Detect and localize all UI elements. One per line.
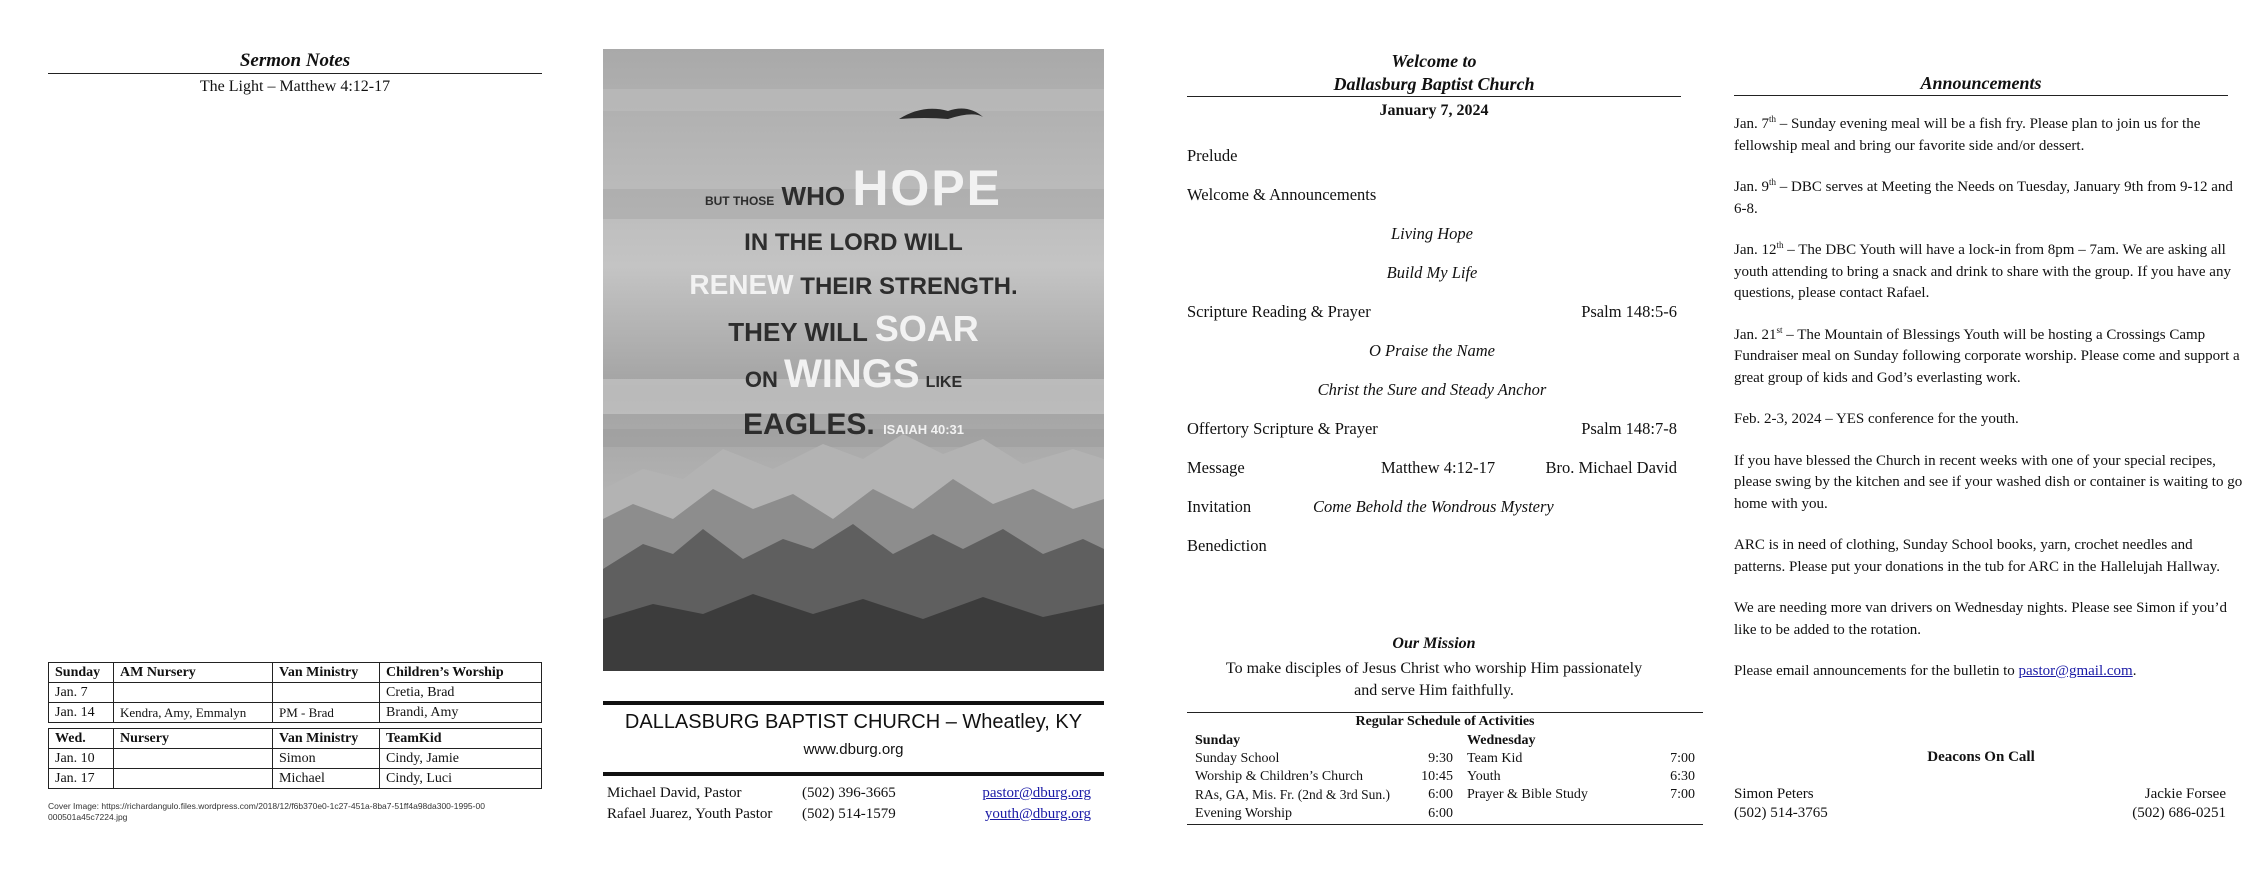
- table-header: AM Nursery: [114, 663, 273, 683]
- message-speaker: Bro. Michael David: [1545, 458, 1677, 477]
- ordinal-suffix: th: [1769, 177, 1777, 187]
- table-row: [49, 769, 542, 789]
- announcement-item: [1734, 661, 2244, 683]
- table-cell: Jan. 14: [49, 703, 114, 723]
- activity-time: 6:30: [1670, 769, 1695, 784]
- table-cell: [114, 769, 273, 789]
- deacon-phone: (502) 686-0251: [2132, 805, 2226, 821]
- verse-text: THEIR STRENGTH.: [800, 273, 1018, 300]
- staff-name: Michael David, Pastor: [607, 785, 742, 801]
- welcome-announcements: Welcome & Announcements: [1187, 185, 1377, 204]
- activity-time: 10:45: [1421, 769, 1453, 784]
- divider: [603, 772, 1104, 776]
- announcements-title: Announcements: [1734, 73, 2228, 96]
- deacon-phone: (502) 514-3765: [1734, 805, 1828, 821]
- table-header: Nursery: [114, 729, 273, 749]
- announcement-date: Jan. 12: [1734, 242, 1777, 258]
- announcement-text: If you have blessed the Church in recent weeks with one of your special recipes, please swing by the kitchen and see if your washed dish or container is waiting to go home with you.: [1734, 452, 2243, 512]
- offertory: [1187, 416, 1677, 442]
- activity-time: 9:30: [1428, 751, 1453, 766]
- verse-text: SOAR: [874, 308, 979, 349]
- mission-title: Our Mission: [1392, 635, 1476, 652]
- table-header: Van Ministry: [273, 663, 380, 683]
- table-header: Wed.: [49, 729, 114, 749]
- email-suffix: .: [2132, 663, 2137, 679]
- mission-line: To make disciples of Jesus Christ who worship Him passionately: [1225, 660, 1643, 677]
- verse-text: RENEW: [689, 269, 794, 300]
- message-label: Message: [1187, 458, 1245, 477]
- verse-text: BUT THOSE: [704, 194, 775, 208]
- schedule-heading: Sunday: [1195, 733, 1241, 748]
- invitation: [1187, 494, 1677, 520]
- announcement-text: – Sunday evening meal will be a fish fry. Please plan to join us for the fellowship meal and bring our favorite side and/or dessert.: [1734, 116, 2201, 154]
- scripture-ref: Psalm 148:5-6: [1581, 302, 1677, 321]
- announcement-item: [1734, 240, 2244, 305]
- announcement-item: [1734, 325, 2244, 390]
- table-row: [49, 703, 542, 723]
- table-cell: [114, 683, 273, 703]
- offertory-label: Offertory Scripture & Prayer: [1187, 419, 1378, 438]
- song: Christ the Sure and Steady Anchor: [1317, 380, 1547, 399]
- wednesday-roster-table: [48, 728, 542, 789]
- activity-name: Worship & Children’s Church: [1195, 769, 1364, 784]
- activity-time: 6:00: [1428, 806, 1453, 821]
- verse-text: LIKE: [925, 374, 963, 391]
- announcement-item: [1734, 409, 2244, 431]
- ordinal-suffix: th: [1769, 114, 1777, 124]
- prelude: Prelude: [1187, 146, 1238, 165]
- table-cell: Brandi, Amy: [380, 703, 542, 723]
- table-cell: [114, 749, 273, 769]
- announcements-email-link[interactable]: pastor@gmail.com: [2018, 663, 2133, 679]
- schedule-title: Regular Schedule of Activities: [1355, 714, 1535, 729]
- activity-time: 7:00: [1670, 787, 1695, 802]
- verse-text: THEY WILL: [728, 317, 868, 347]
- verse-text: WINGS: [784, 352, 920, 396]
- announcement-item: [1734, 451, 2244, 516]
- list-item: [1467, 786, 1695, 804]
- message: [1187, 455, 1677, 481]
- list-item: [1467, 768, 1695, 786]
- invitation-song: Come Behold the Wondrous Mystery: [1313, 497, 1554, 516]
- staff-name: Rafael Juarez, Youth Pastor: [607, 806, 773, 822]
- activity-name: RAs, GA, Mis. Fr. (2nd & 3rd Sun.): [1195, 787, 1391, 802]
- table-cell: Jan. 7: [49, 683, 114, 703]
- song: Build My Life: [1386, 263, 1478, 282]
- message-ref: Matthew 4:12-17: [1381, 458, 1496, 477]
- announcement-date: Jan. 7: [1734, 116, 1769, 132]
- deacons-title: Deacons On Call: [1927, 749, 2035, 765]
- staff-email-link[interactable]: youth@dburg.org: [984, 806, 1091, 822]
- deacon-name: Simon Peters: [1734, 786, 1814, 802]
- table-cell: PM - Brad: [273, 703, 380, 723]
- ordinal-suffix: th: [1776, 240, 1784, 250]
- list-item: [1195, 768, 1453, 786]
- activity-time: 7:00: [1670, 751, 1695, 766]
- email-prefix: Please email announcements for the bulletin to: [1734, 663, 2019, 679]
- invitation-label: Invitation: [1187, 497, 1252, 516]
- schedule-heading: Wednesday: [1467, 733, 1536, 748]
- table-cell: [273, 683, 380, 703]
- verse-text: HOPE: [852, 160, 1003, 216]
- church-website: www.dburg.org: [803, 741, 904, 758]
- church-name: DALLASBURG BAPTIST CHURCH – Wheatley, KY: [624, 711, 1083, 733]
- song: O Praise the Name: [1368, 341, 1496, 360]
- table-cell: Cretia, Brad: [380, 683, 542, 703]
- sermon-notes-subtitle: The Light – Matthew 4:12-17: [199, 78, 391, 95]
- list-item: [1195, 750, 1453, 768]
- activity-name: Sunday School: [1195, 751, 1280, 766]
- table-header: TeamKid: [380, 729, 542, 749]
- announcement-text: We are needing more van drivers on Wednesday nights. Please see Simon if you’d like to be added to the rotation.: [1734, 600, 2228, 638]
- announcement-text: Feb. 2-3, 2024 – YES conference for the youth.: [1734, 411, 2019, 427]
- verse-text: EAGLES.: [743, 408, 875, 441]
- announcement-item: [1734, 114, 2244, 157]
- table-row: [49, 683, 542, 703]
- activity-time: 6:00: [1428, 787, 1453, 802]
- table-cell: Cindy, Jamie: [380, 749, 542, 769]
- list-item: [1195, 805, 1453, 823]
- verse-text: WHO: [781, 181, 846, 211]
- table-cell: Jan. 17: [49, 769, 114, 789]
- divider: [1187, 824, 1703, 825]
- welcome-heading: Welcome to: [1391, 51, 1477, 71]
- ordinal-suffix: st: [1776, 324, 1783, 335]
- deacon-name: Jackie Forsee: [2144, 786, 2226, 802]
- staff-phone: (502) 396-3665: [802, 785, 896, 801]
- scripture-label: Scripture Reading & Prayer: [1187, 302, 1371, 321]
- table-cell: Michael: [273, 769, 380, 789]
- list-item: [1195, 786, 1453, 805]
- staff-phone: (502) 514-1579: [802, 806, 896, 822]
- sunday-roster-table: [48, 662, 542, 723]
- offertory-ref: Psalm 148:7-8: [1581, 419, 1677, 438]
- deacon-left: [1734, 785, 1828, 823]
- mission-line: and serve Him faithfully.: [1354, 682, 1514, 699]
- table-row: [49, 749, 542, 769]
- cover-verse: [603, 160, 1104, 451]
- cover-image-credit: Cover Image: https://richardangulo.files.wordpress.com/2018/12/f6b370e0-1c27-451a-8ba7-51ff4a98da300-1995-00000501a45c7224.jpg: [48, 801, 485, 822]
- activity-name: Team Kid: [1467, 751, 1523, 766]
- mission-text: [1187, 658, 1681, 702]
- staff-email-link[interactable]: pastor@dburg.org: [982, 785, 1091, 801]
- announcement-date: Jan. 9: [1734, 179, 1769, 195]
- divider: [1187, 712, 1703, 713]
- announcement-item: [1734, 535, 2244, 578]
- announcement-text: ARC is in need of clothing, Sunday School books, yarn, crochet needles and patterns. Please put your donations in the tub for ARC in the Hallelujah Hallway.: [1734, 537, 2221, 575]
- divider: [603, 701, 1104, 705]
- service-date: January 7, 2024: [1379, 102, 1489, 119]
- table-cell: Jan. 10: [49, 749, 114, 769]
- announcements-list: [1734, 114, 2244, 703]
- list-item: [1467, 750, 1695, 768]
- table-cell: Simon: [273, 749, 380, 769]
- sermon-notes-title: Sermon Notes: [48, 50, 542, 74]
- table-header: Van Ministry: [273, 729, 380, 749]
- table-header: Children’s Worship: [380, 663, 542, 683]
- announcement-text: – The DBC Youth will have a lock-in from 8pm – 7am. We are asking all youth attending to bring a snack and drink to share with the group. If you have any questions, please contact Rafael.: [1734, 242, 2231, 301]
- schedule-sunday: [1195, 732, 1453, 823]
- table-cell: Kendra, Amy, Emmalyn: [114, 703, 273, 723]
- verse-text: IN THE LORD WILL: [744, 229, 963, 256]
- table-cell: Cindy, Luci: [380, 769, 542, 789]
- schedule-wednesday: [1467, 732, 1695, 804]
- verse-text: ISAIAH 40:31: [883, 422, 964, 437]
- announcement-date: Jan. 21: [1734, 326, 1777, 343]
- benediction: Benediction: [1187, 536, 1267, 555]
- scripture-reading: [1187, 299, 1677, 325]
- order-of-worship: [1187, 143, 1677, 559]
- deacon-right: [2060, 785, 2226, 823]
- activity-name: Prayer & Bible Study: [1467, 787, 1588, 802]
- church-heading: Dallasburg Baptist Church: [1187, 74, 1681, 97]
- announcement-text: – The Mountain of Blessings Youth will be hosting a Crossings Camp Fundraiser meal on Sunday following corporate worship. Please come and support a great group of kids and God’s everlasting work.: [1734, 326, 2240, 386]
- table-header: Sunday: [49, 663, 114, 683]
- announcement-text: – DBC serves at Meeting the Needs on Tuesday, January 9th from 9-12 and 6-8.: [1734, 179, 2233, 217]
- song: Living Hope: [1390, 224, 1474, 243]
- cover-image: [603, 49, 1104, 671]
- activity-name: Youth: [1467, 769, 1501, 784]
- verse-text: ON: [744, 367, 778, 392]
- announcement-item: [1734, 598, 2244, 641]
- announcement-item: [1734, 177, 2244, 220]
- activity-name: Evening Worship: [1195, 806, 1292, 821]
